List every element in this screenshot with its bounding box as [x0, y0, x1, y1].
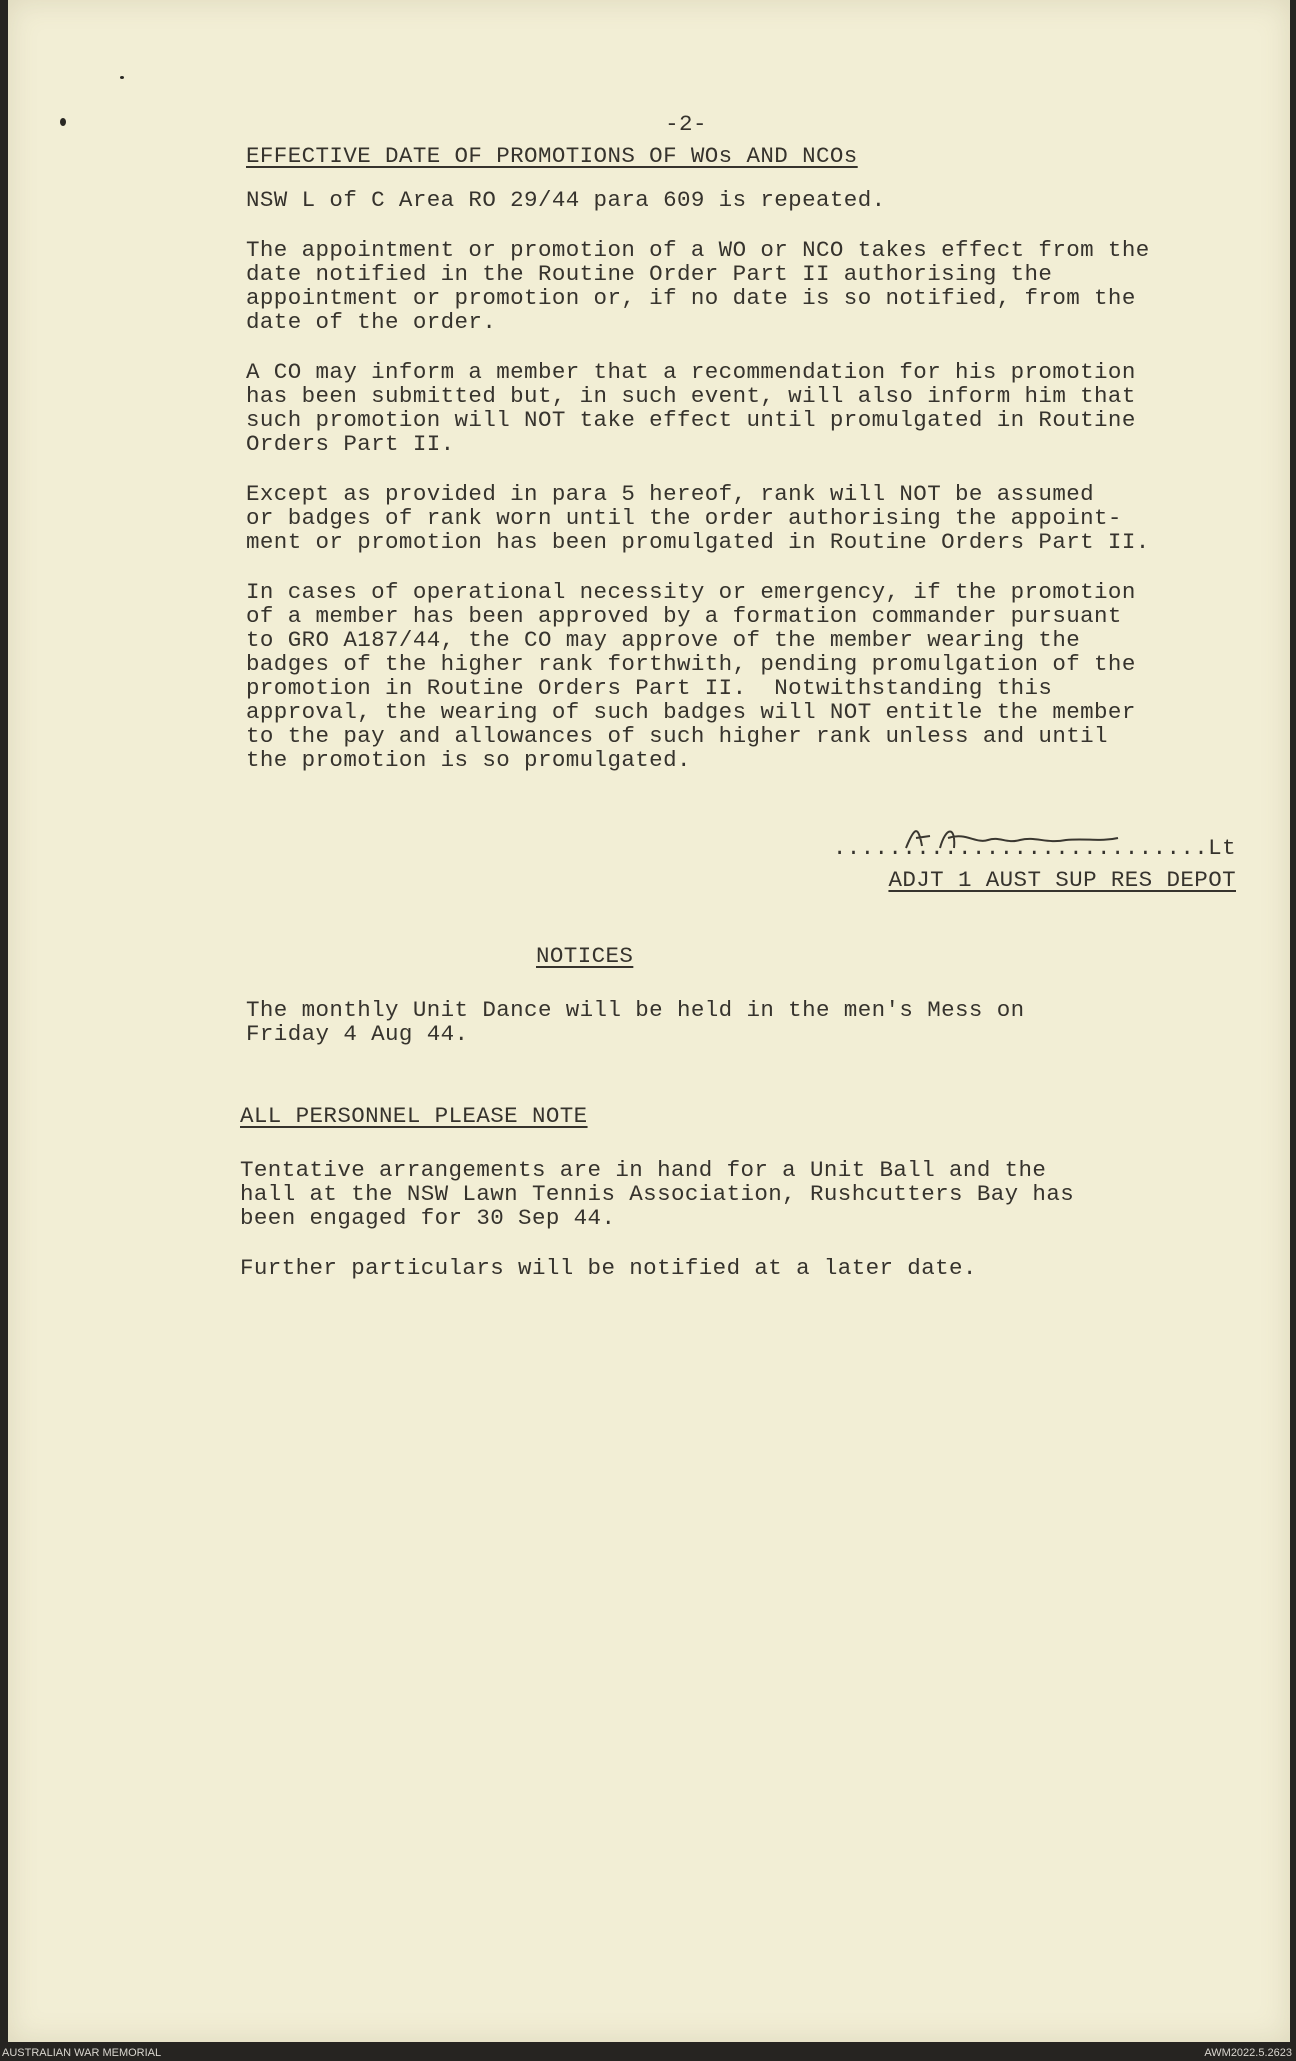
section-heading: EFFECTIVE DATE OF PROMOTIONS OF WOs AND NCOs	[246, 143, 858, 169]
paragraph: The appointment or promotion of a WO or NCO takes effect from the date notified in the Routine Order Part II authorising the appointment or promotion or, if no date is so notified, from the date of the order.	[246, 237, 1150, 335]
signature-dotted-line: ...........................Lt	[832, 835, 1236, 861]
document-page	[8, 0, 1290, 2042]
paragraph: Except as provided in para 5 hereof, rank will NOT be assumed or badges of rank worn until the order authorising the appoint- ment or promotion has been promulgated in Routine Orders Part II.	[246, 481, 1150, 555]
signatory-unit: ADJT 1 AUST SUP RES DEPOT	[888, 867, 1236, 893]
paragraph: A CO may inform a member that a recommendation for his promotion has been submitted but, in such event, will also inform him that such promotion will NOT take effect until promulgated in Routine Orders Part II.	[246, 359, 1136, 457]
ink-spot	[60, 118, 66, 126]
signature-block	[816, 836, 1236, 892]
notice-text: The monthly Unit Dance will be held in the men's Mess on Friday 4 Aug 44.	[246, 997, 1025, 1047]
paragraph: NSW L of C Area RO 29/44 para 609 is repeated.	[246, 187, 886, 213]
footer-left: AUSTRALIAN WAR MEMORIAL	[2, 2047, 162, 2059]
all-personnel-section	[240, 1158, 1230, 1306]
notices-heading: NOTICES	[536, 943, 634, 969]
ink-spot	[120, 76, 124, 79]
all-personnel-heading: ALL PERSONNEL PLEASE NOTE	[240, 1103, 588, 1129]
footer-right: AWM2022.5.2623	[1204, 2047, 1292, 2059]
paragraph: Tentative arrangements are in hand for a Unit Ball and the hall at the NSW Lawn Tennis Association, Rushcutters Bay has been engaged for 30 Sep 44.	[240, 1157, 1075, 1231]
paragraph: Further particulars will be notified at a later date.	[240, 1255, 977, 1281]
handwritten-signature	[896, 818, 1126, 856]
page-number: -2-	[665, 111, 707, 137]
document-body	[240, 111, 1236, 1281]
paragraph: In cases of operational necessity or emergency, if the promotion of a member has been approved by a formation commander pursuant to GRO A187/44, the CO may approve of the member wearing the badges of the higher rank forthwith, pending promulgation of the promotion in Routine Orders Part II. Notwithstanding this approval, the wearing of such badges will NOT entitle the member to the pay and allowances of such higher rank unless and until the promotion is so promulgated.	[246, 579, 1136, 773]
